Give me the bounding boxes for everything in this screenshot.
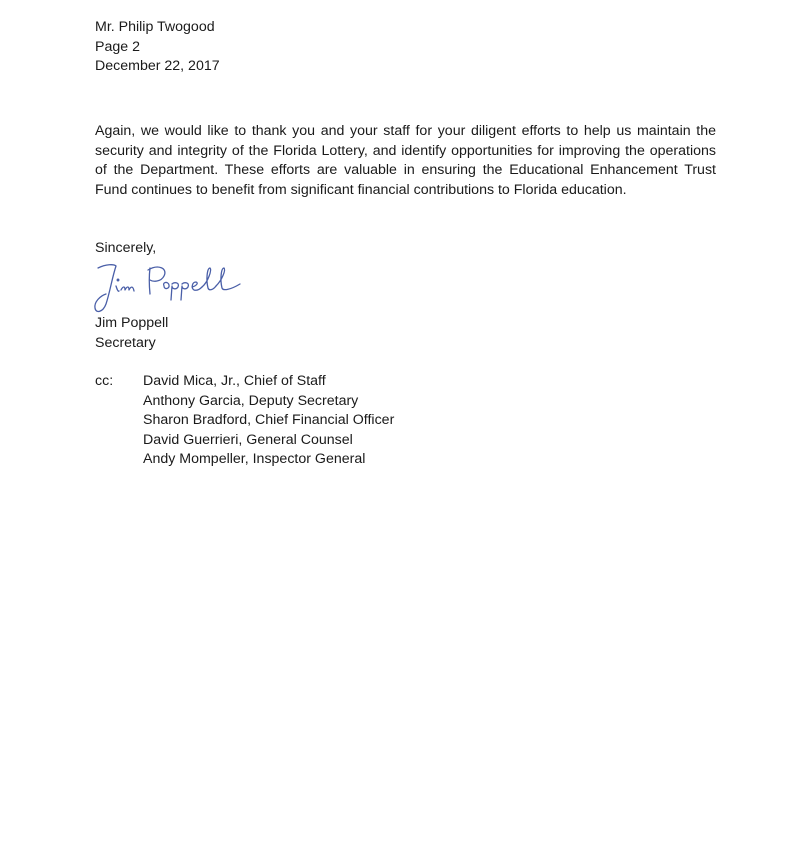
handwritten-signature <box>92 256 252 318</box>
cc-recipient: David Guerrieri, General Counsel <box>143 431 353 448</box>
page-number: Page 2 <box>95 38 140 55</box>
cc-recipient: David Mica, Jr., Chief of Staff <box>143 373 326 389</box>
cc-list <box>143 372 394 470</box>
cc-label: cc: <box>95 373 114 389</box>
letter-date: December 22, 2017 <box>95 58 220 74</box>
signer-title: Secretary <box>95 334 156 351</box>
letter-header <box>95 18 220 77</box>
recipient-name: Mr. Philip Twogood <box>95 19 215 35</box>
cc-recipient: Andy Mompeller, Inspector General <box>143 451 366 467</box>
closing-salutation: Sincerely, <box>95 240 157 256</box>
cc-recipient: Anthony Garcia, Deputy Secretary <box>143 392 359 409</box>
body-paragraph: Again, we would like to thank you and your staff for your diligent efforts to help us maintain the security and integrity of the Florida Lottery, and identify opportunities for improving the operations of the Department. These efforts are valuable in ensuring the Educational Enhancement Trust Fund continues to benefit from significant financial contributions to Florida education. <box>95 123 716 198</box>
signer-name: Jim Poppell <box>95 315 169 331</box>
cc-recipient: Sharon Bradford, Chief Financial Officer <box>143 412 395 428</box>
signer-block <box>95 314 168 353</box>
